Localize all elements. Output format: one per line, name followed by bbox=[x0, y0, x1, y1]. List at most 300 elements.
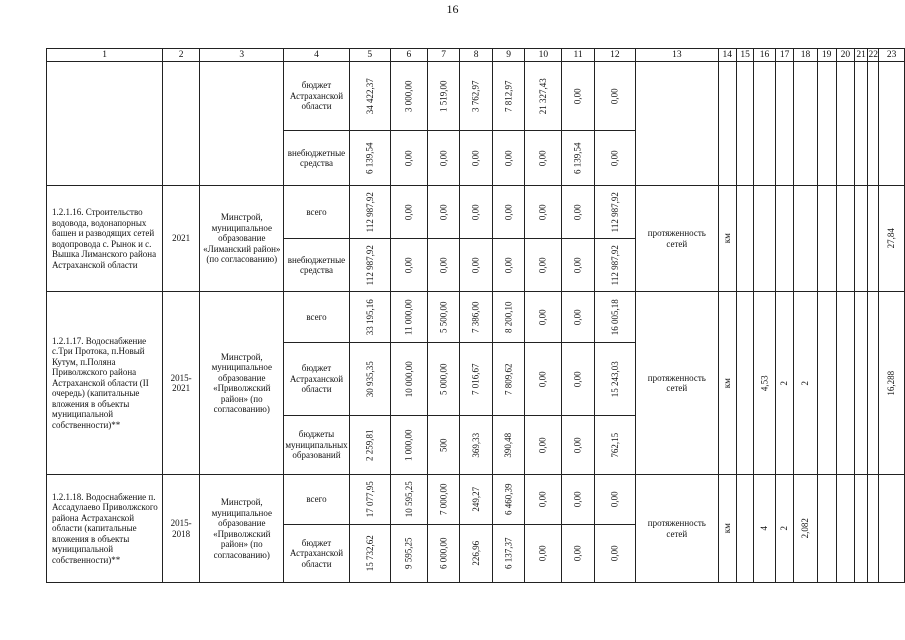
header-cell-11: 11 bbox=[562, 49, 595, 62]
funding-value-col6 bbox=[390, 292, 427, 343]
rotated-text: 249,27 bbox=[470, 487, 481, 512]
funding-value-col6 bbox=[390, 131, 427, 186]
rotated-wrapper bbox=[493, 483, 525, 516]
funding-value-col7 bbox=[427, 525, 460, 583]
rotated-wrapper bbox=[350, 535, 390, 572]
rotated-wrapper bbox=[794, 518, 816, 539]
rotated-text: 6 000,00 bbox=[438, 537, 449, 570]
funding-value-col6 bbox=[390, 62, 427, 131]
indicator-c23 bbox=[879, 475, 905, 583]
header-cell-19: 19 bbox=[817, 49, 836, 62]
rotated-text: 0,00 bbox=[438, 150, 449, 166]
rotated-text: 369,33 bbox=[470, 432, 481, 458]
rotated-text: км bbox=[722, 523, 733, 534]
header-cell-4: 4 bbox=[284, 49, 349, 62]
program-table bbox=[46, 48, 905, 583]
funding-value-col5 bbox=[349, 292, 390, 343]
indicator-c14 bbox=[718, 186, 736, 292]
rotated-wrapper bbox=[493, 432, 525, 458]
rotated-text: 112 987,92 bbox=[609, 191, 620, 233]
rotated-wrapper bbox=[562, 371, 594, 387]
indicator-c17 bbox=[775, 475, 794, 583]
indicator-c14 bbox=[718, 292, 736, 475]
header-cell-1: 1 bbox=[47, 49, 163, 62]
funding-value-col7 bbox=[427, 475, 460, 525]
rotated-wrapper bbox=[350, 429, 390, 461]
indicator-c20 bbox=[836, 475, 854, 583]
rotated-text: 0,00 bbox=[403, 257, 414, 273]
rotated-text: 500 bbox=[438, 438, 449, 452]
rotated-text: 226,96 bbox=[470, 541, 481, 566]
funding-value-col9 bbox=[492, 131, 525, 186]
rotated-wrapper bbox=[879, 370, 904, 396]
rotated-wrapper bbox=[776, 523, 794, 534]
rotated-text: 1 519,00 bbox=[438, 80, 449, 112]
measure-period bbox=[163, 62, 200, 186]
rotated-wrapper bbox=[391, 299, 427, 335]
measure-period: 2015-2018 bbox=[163, 475, 200, 583]
rotated-text: 0,00 bbox=[609, 88, 620, 104]
rotated-wrapper bbox=[595, 191, 635, 233]
funding-value-col10 bbox=[525, 525, 562, 583]
funding-value-col5 bbox=[349, 239, 390, 292]
funding-value-col5 bbox=[349, 131, 390, 186]
funding-value-col6 bbox=[390, 475, 427, 525]
funding-value-col12 bbox=[594, 475, 635, 525]
rotated-text: 6 139,54 bbox=[572, 142, 583, 174]
funding-value-col8 bbox=[460, 416, 493, 475]
indicator-c14 bbox=[718, 62, 736, 186]
rotated-text: 4,53 bbox=[759, 375, 770, 391]
rotated-wrapper bbox=[493, 204, 525, 220]
rotated-wrapper bbox=[595, 88, 635, 104]
rotated-wrapper bbox=[525, 204, 561, 220]
rotated-text: 762,15 bbox=[609, 432, 620, 458]
rotated-text: 0,00 bbox=[503, 257, 514, 273]
rotated-text: 9 595,25 bbox=[403, 537, 414, 570]
funding-value-col9 bbox=[492, 475, 525, 525]
measure-title: 1.2.1.18. Водоснабжение п. Ассадулаево Приволжского района Астраханской области (капитальные вложения в объекты муниципальной собственности)** bbox=[47, 475, 163, 583]
rotated-wrapper bbox=[595, 545, 635, 562]
funding-source: внебюджетные средства bbox=[284, 239, 349, 292]
funding-value-col7 bbox=[427, 292, 460, 343]
rotated-wrapper bbox=[391, 481, 427, 518]
rotated-wrapper bbox=[493, 257, 525, 273]
rotated-text: 0,00 bbox=[538, 437, 549, 453]
rotated-wrapper bbox=[879, 228, 904, 249]
indicator-c17 bbox=[775, 292, 794, 475]
rotated-wrapper bbox=[562, 204, 594, 220]
funding-value-col12 bbox=[594, 292, 635, 343]
rotated-wrapper bbox=[493, 537, 525, 570]
rotated-wrapper bbox=[350, 78, 390, 114]
funding-value-col9 bbox=[492, 525, 525, 583]
funding-source: всего bbox=[284, 186, 349, 239]
funding-value-col11 bbox=[562, 131, 595, 186]
funding-value-col5 bbox=[349, 416, 390, 475]
rotated-wrapper bbox=[460, 150, 492, 166]
rotated-text: 6 139,54 bbox=[364, 142, 375, 174]
funding-value-col7 bbox=[427, 62, 460, 131]
funding-value-col5 bbox=[349, 186, 390, 239]
funding-value-col5 bbox=[349, 343, 390, 416]
funding-value-col6 bbox=[390, 525, 427, 583]
measure-title bbox=[47, 62, 163, 186]
rotated-wrapper bbox=[428, 80, 460, 112]
header-cell-3: 3 bbox=[200, 49, 284, 62]
indicator-c22 bbox=[868, 292, 879, 475]
table-row bbox=[47, 186, 905, 239]
funding-source: бюджет Астраханской области bbox=[284, 343, 349, 416]
indicator-c19 bbox=[817, 475, 836, 583]
header-cell-12: 12 bbox=[594, 49, 635, 62]
rotated-text: 0,00 bbox=[438, 257, 449, 273]
rotated-text: 27,84 bbox=[886, 228, 897, 249]
rotated-wrapper bbox=[493, 150, 525, 166]
measure-executor bbox=[200, 62, 284, 186]
funding-value-col10 bbox=[525, 416, 562, 475]
indicator-name: протяженность сетей bbox=[635, 292, 718, 475]
indicator-c18 bbox=[794, 475, 817, 583]
rotated-text: 0,00 bbox=[503, 204, 514, 220]
rotated-text: 0,00 bbox=[572, 545, 583, 562]
funding-value-col12 bbox=[594, 239, 635, 292]
indicator-c20 bbox=[836, 186, 854, 292]
rotated-wrapper bbox=[525, 78, 561, 114]
rotated-text: 0,00 bbox=[538, 371, 549, 387]
funding-value-col9 bbox=[492, 239, 525, 292]
funding-value-col5 bbox=[349, 525, 390, 583]
rotated-text: 2 bbox=[779, 380, 790, 386]
indicator-c21 bbox=[854, 475, 867, 583]
rotated-text: 16 005,18 bbox=[609, 299, 620, 335]
funding-value-col12 bbox=[594, 186, 635, 239]
header-cell-8: 8 bbox=[460, 49, 493, 62]
funding-value-col5 bbox=[349, 475, 390, 525]
funding-value-col8 bbox=[460, 239, 493, 292]
rotated-text: 0,00 bbox=[572, 88, 583, 104]
header-cell-16: 16 bbox=[754, 49, 776, 62]
funding-value-col12 bbox=[594, 525, 635, 583]
funding-value-col12 bbox=[594, 343, 635, 416]
indicator-c19 bbox=[817, 62, 836, 186]
rotated-wrapper bbox=[525, 150, 561, 166]
funding-value-col10 bbox=[525, 239, 562, 292]
rotated-wrapper bbox=[428, 440, 460, 451]
rotated-wrapper bbox=[350, 142, 390, 174]
rotated-text: 0,00 bbox=[538, 257, 549, 273]
funding-value-col11 bbox=[562, 186, 595, 239]
rotated-wrapper bbox=[391, 537, 427, 570]
funding-source: бюджеты муниципальных образований bbox=[284, 416, 349, 475]
funding-value-col11 bbox=[562, 292, 595, 343]
rotated-text: км bbox=[722, 377, 733, 389]
header-cell-6: 6 bbox=[390, 49, 427, 62]
rotated-text: 0,00 bbox=[572, 437, 583, 453]
funding-value-col12 bbox=[594, 62, 635, 131]
rotated-text: 4 bbox=[759, 526, 770, 531]
indicator-c15 bbox=[736, 292, 753, 475]
funding-value-col8 bbox=[460, 292, 493, 343]
funding-source: всего bbox=[284, 475, 349, 525]
funding-source: бюджет Астраханской области bbox=[284, 62, 349, 131]
rotated-wrapper bbox=[391, 257, 427, 273]
indicator-c15 bbox=[736, 475, 753, 583]
indicator-c15 bbox=[736, 62, 753, 186]
rotated-text: 0,00 bbox=[572, 204, 583, 220]
header-cell-14: 14 bbox=[718, 49, 736, 62]
rotated-text: 0,00 bbox=[538, 545, 549, 562]
indicator-c22 bbox=[868, 186, 879, 292]
rotated-wrapper bbox=[460, 204, 492, 220]
funding-value-col10 bbox=[525, 343, 562, 416]
rotated-wrapper bbox=[391, 361, 427, 397]
rotated-wrapper bbox=[562, 142, 594, 174]
rotated-wrapper bbox=[460, 80, 492, 112]
indicator-c19 bbox=[817, 292, 836, 475]
rotated-wrapper bbox=[794, 378, 816, 389]
header-cell-22: 22 bbox=[868, 49, 878, 60]
rotated-wrapper bbox=[428, 150, 460, 166]
funding-value-col11 bbox=[562, 475, 595, 525]
funding-value-col10 bbox=[525, 62, 562, 131]
measure-title: 1.2.1.17. Водоснабжение с.Три Протока, п.Новый Кутум, п.Поляна Приволжского района Астраханской области (II очередь) (капитальные вложения в объекты муниципальной собственности)** bbox=[47, 292, 163, 475]
indicator-c22 bbox=[868, 475, 879, 583]
indicator-c21 bbox=[854, 62, 867, 186]
rotated-wrapper bbox=[595, 299, 635, 335]
rotated-wrapper bbox=[493, 301, 525, 333]
header-cell-18: 18 bbox=[794, 49, 817, 62]
rotated-wrapper bbox=[562, 88, 594, 104]
rotated-wrapper bbox=[595, 150, 635, 166]
rotated-wrapper bbox=[428, 363, 460, 395]
rotated-wrapper bbox=[460, 363, 492, 395]
indicator-c17 bbox=[775, 62, 794, 186]
rotated-wrapper bbox=[460, 541, 492, 566]
rotated-text: 0,00 bbox=[538, 491, 549, 508]
rotated-wrapper bbox=[525, 545, 561, 562]
rotated-wrapper bbox=[719, 523, 736, 534]
funding-value-col7 bbox=[427, 416, 460, 475]
rotated-wrapper bbox=[493, 80, 525, 112]
funding-value-col5 bbox=[349, 62, 390, 131]
indicator-c18 bbox=[794, 186, 817, 292]
rotated-wrapper bbox=[460, 432, 492, 458]
header-cell-15: 15 bbox=[736, 49, 753, 62]
funding-value-col8 bbox=[460, 525, 493, 583]
rotated-wrapper bbox=[754, 523, 775, 534]
indicator-c17 bbox=[775, 186, 794, 292]
rotated-text: 5 000,00 bbox=[438, 363, 449, 395]
rotated-text: 0,00 bbox=[538, 204, 549, 220]
rotated-wrapper bbox=[460, 487, 492, 512]
indicator-c16 bbox=[754, 186, 776, 292]
indicator-c20 bbox=[836, 292, 854, 475]
funding-value-col9 bbox=[492, 62, 525, 131]
table-row bbox=[47, 62, 905, 131]
rotated-wrapper bbox=[525, 309, 561, 325]
rotated-wrapper bbox=[428, 537, 460, 570]
rotated-wrapper bbox=[350, 481, 390, 518]
rotated-text: 0,00 bbox=[503, 150, 514, 166]
rotated-text: 0,00 bbox=[438, 204, 449, 220]
rotated-text: 0,00 bbox=[470, 204, 481, 220]
rotated-text: 10 595,25 bbox=[403, 481, 414, 518]
header-cell-17: 17 bbox=[775, 49, 794, 62]
indicator-c23 bbox=[879, 292, 905, 475]
rotated-text: 10 000,00 bbox=[403, 361, 414, 397]
rotated-text: 7 000,00 bbox=[438, 483, 449, 516]
header-cell-2: 2 bbox=[163, 49, 200, 62]
funding-value-col12 bbox=[594, 131, 635, 186]
funding-value-col11 bbox=[562, 343, 595, 416]
rotated-wrapper bbox=[776, 378, 794, 389]
rotated-text: 0,00 bbox=[403, 204, 414, 220]
rotated-text: 0,00 bbox=[470, 257, 481, 273]
rotated-wrapper bbox=[562, 545, 594, 562]
measure-period: 2021 bbox=[163, 186, 200, 292]
funding-value-col6 bbox=[390, 239, 427, 292]
rotated-text: 0,00 bbox=[538, 309, 549, 325]
indicator-c21 bbox=[854, 186, 867, 292]
rotated-text: 15 732,62 bbox=[364, 535, 375, 572]
rotated-wrapper bbox=[595, 361, 635, 397]
table-row bbox=[47, 475, 905, 525]
rotated-wrapper bbox=[493, 363, 525, 395]
funding-value-col8 bbox=[460, 62, 493, 131]
indicator-name: протяженность сетей bbox=[635, 475, 718, 583]
header-cell-10: 10 bbox=[525, 49, 562, 62]
rotated-wrapper bbox=[719, 378, 736, 389]
rotated-text: км bbox=[722, 233, 733, 244]
rotated-text: 0,00 bbox=[572, 491, 583, 508]
rotated-wrapper bbox=[391, 204, 427, 220]
funding-value-col12 bbox=[594, 416, 635, 475]
measure-executor: Минстрой, муниципальное образование «Приволжский район» (по согласованию) bbox=[200, 292, 284, 475]
header-cell-13: 13 bbox=[635, 49, 718, 62]
rotated-text: 0,00 bbox=[572, 309, 583, 325]
funding-source: бюджет Астраханской области bbox=[284, 525, 349, 583]
funding-value-col8 bbox=[460, 343, 493, 416]
rotated-wrapper bbox=[350, 361, 390, 397]
header-cell-7: 7 bbox=[427, 49, 460, 62]
rotated-text: 0,00 bbox=[572, 257, 583, 273]
funding-value-col10 bbox=[525, 186, 562, 239]
rotated-text: 3 000,00 bbox=[403, 80, 414, 112]
indicator-c18 bbox=[794, 62, 817, 186]
rotated-wrapper bbox=[525, 437, 561, 453]
rotated-wrapper bbox=[350, 299, 390, 335]
rotated-wrapper bbox=[460, 301, 492, 333]
measure-executor: Минстрой, муниципальное образование «Приволжский район» (по согласованию) bbox=[200, 475, 284, 583]
indicator-c23 bbox=[879, 186, 905, 292]
funding-value-col9 bbox=[492, 292, 525, 343]
indicator-c16 bbox=[754, 475, 776, 583]
funding-value-col11 bbox=[562, 525, 595, 583]
indicator-c23 bbox=[879, 62, 905, 186]
funding-value-col6 bbox=[390, 186, 427, 239]
funding-value-col8 bbox=[460, 186, 493, 239]
rotated-text: 6 137,37 bbox=[503, 537, 514, 570]
rotated-text: 30 935,35 bbox=[364, 361, 375, 397]
rotated-text: 21 327,43 bbox=[538, 78, 549, 114]
table-row bbox=[47, 292, 905, 343]
rotated-text: 2 bbox=[800, 380, 811, 386]
indicator-name: протяженность сетей bbox=[635, 186, 718, 292]
rotated-wrapper bbox=[562, 309, 594, 325]
rotated-text: 2 bbox=[779, 526, 790, 531]
rotated-text: 16,288 bbox=[886, 370, 897, 396]
rotated-wrapper bbox=[428, 257, 460, 273]
rotated-text: 112 987,92 bbox=[364, 191, 375, 233]
rotated-wrapper bbox=[719, 233, 736, 244]
funding-value-col10 bbox=[525, 131, 562, 186]
funding-value-col10 bbox=[525, 475, 562, 525]
funding-value-col8 bbox=[460, 475, 493, 525]
measure-title: 1.2.1.16. Строительство водовода, водонапорных башен и разводящих сетей водопровода с. Рынок и с. Вышка Лиманского района Астраханской области bbox=[47, 186, 163, 292]
indicator-c16 bbox=[754, 62, 776, 186]
rotated-text: 390,48 bbox=[503, 432, 514, 458]
rotated-text: 7 386,00 bbox=[470, 301, 481, 333]
header-row bbox=[47, 49, 905, 62]
rotated-text: 5 500,00 bbox=[438, 301, 449, 333]
page-number: 16 bbox=[446, 2, 459, 16]
funding-value-col8 bbox=[460, 131, 493, 186]
rotated-wrapper bbox=[562, 257, 594, 273]
funding-value-col10 bbox=[525, 292, 562, 343]
measure-executor: Минстрой, муниципальное образование «Лиманский район» (по согласованию) bbox=[200, 186, 284, 292]
rotated-wrapper bbox=[428, 301, 460, 333]
header-cell-21: 21 bbox=[856, 49, 866, 60]
funding-value-col6 bbox=[390, 343, 427, 416]
rotated-wrapper bbox=[460, 257, 492, 273]
rotated-wrapper bbox=[525, 371, 561, 387]
funding-value-col6 bbox=[390, 416, 427, 475]
rotated-wrapper bbox=[428, 204, 460, 220]
rotated-text: 0,00 bbox=[470, 150, 481, 166]
funding-value-col11 bbox=[562, 239, 595, 292]
rotated-text: 2,082 bbox=[800, 518, 811, 539]
rotated-wrapper bbox=[562, 437, 594, 453]
rotated-text: 7 812,97 bbox=[503, 80, 514, 112]
funding-value-col9 bbox=[492, 343, 525, 416]
indicator-c18 bbox=[794, 292, 817, 475]
funding-value-col9 bbox=[492, 416, 525, 475]
rotated-wrapper bbox=[754, 375, 775, 391]
rotated-wrapper bbox=[595, 244, 635, 286]
header-cell-9: 9 bbox=[492, 49, 525, 62]
measure-period: 2015-2021 bbox=[163, 292, 200, 475]
rotated-text: 112 987,92 bbox=[364, 244, 375, 286]
rotated-text: 11 000,00 bbox=[403, 299, 414, 335]
rotated-text: 0,00 bbox=[403, 150, 414, 166]
rotated-text: 3 762,97 bbox=[470, 80, 481, 112]
indicator-c21 bbox=[854, 292, 867, 475]
rotated-wrapper bbox=[562, 491, 594, 508]
rotated-wrapper bbox=[525, 257, 561, 273]
indicator-c19 bbox=[817, 186, 836, 292]
funding-source: внебюджетные средства bbox=[284, 131, 349, 186]
header-cell-5: 5 bbox=[349, 49, 390, 62]
rotated-text: 34 422,37 bbox=[364, 78, 375, 114]
rotated-text: 112 987,92 bbox=[609, 244, 620, 286]
rotated-wrapper bbox=[391, 80, 427, 112]
header-cell-20: 20 bbox=[836, 49, 854, 62]
rotated-text: 7 016,67 bbox=[470, 363, 481, 395]
rotated-text: 0,00 bbox=[609, 545, 620, 562]
indicator-c22 bbox=[868, 62, 879, 186]
rotated-text: 0,00 bbox=[538, 150, 549, 166]
